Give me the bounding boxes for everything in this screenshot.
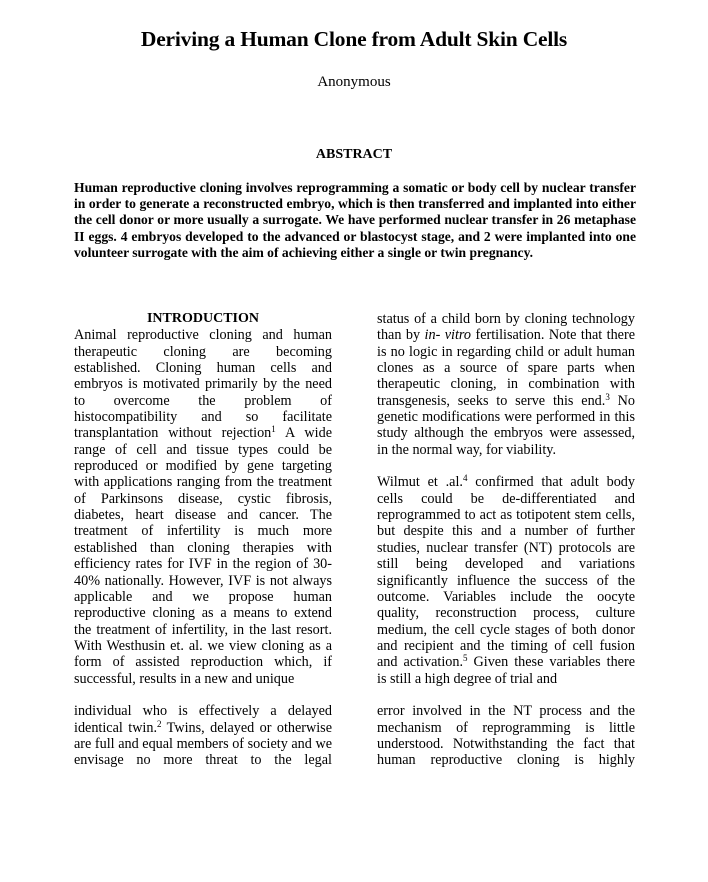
paragraph-gap	[377, 687, 635, 703]
reference-2: 2	[157, 718, 162, 729]
reference-5: 5	[463, 653, 468, 664]
abstract-text: Human reproductive cloning involves reprogramming a somatic or body cell by nuclear transfer in order to generate a reconstructed embryo, which is then transferred and implanted into either the cell donor or more usually a surrogate. We have performed nuclear transfer in 26 metaphase II eggs. 4 embryos developed to the advanced or blastocyst stage, and 2 were implanted into one volunteer surrogate with the aim of achieving either a single or twin pregnancy.	[74, 180, 636, 260]
right-paragraph-1	[377, 311, 635, 458]
right-p2-text-b: confirmed that adult body cells could be de-differentiated and reprogrammed to act as totipotent stem cells, but despite this and a number of further studies, nuclear transfer (NT) protocols are still being developed and variations significantly influence the success of the outcome. Variables include the oocyte quality, reconstruction process, culture medium, the cell cycle stages of both donor and recipient and the timing of cell fusion and activation.	[377, 474, 635, 671]
right-p1-text-a: status of a child born by cloning technology than by	[377, 311, 635, 344]
introduction-heading: INTRODUCTION	[146, 311, 259, 326]
left-paragraph-2	[74, 703, 332, 768]
left-column	[74, 311, 332, 769]
reference-3: 3	[605, 391, 610, 402]
reference-1: 1	[271, 424, 276, 435]
abstract-heading: ABSTRACT	[315, 147, 393, 162]
paper-author: Anonymous	[317, 74, 391, 90]
right-paragraph-2	[377, 474, 635, 686]
left-p2-text-b: Twins, delayed or otherwise are full and equal members of society and we envisage no more threat to the legal	[74, 719, 333, 769]
left-p2-text-a: individual who is effectively a delayed identical twin.	[74, 703, 332, 736]
right-column	[377, 311, 635, 769]
right-paragraph-3: error involved in the NT process and the mechanism of reprogramming is little understood. Notwithstanding the fact that human reproductive cloning is highly	[377, 703, 635, 769]
right-p2-text-a: Wilmut et .al.	[377, 474, 463, 491]
left-p1-text-a: Animal reproductive cloning and human therapeutic cloning are becoming established. Cloning human cells and embryos is motivated primarily by the need to overcome the problem of histocompatibility and so facilitate transplantation without rejection	[74, 327, 332, 442]
paper-title: Deriving a Human Clone from Adult Skin Cells	[140, 27, 568, 51]
left-paragraph-1	[74, 327, 332, 687]
paragraph-gap	[377, 458, 635, 474]
right-p2-text-c: Given these variables there is still a high degree of trial and	[377, 654, 635, 687]
right-p1-text-c: No genetic modifications were performed in this study although the embryos were assessed, in the normal way, for viability.	[377, 392, 636, 458]
paragraph-gap	[74, 687, 332, 703]
left-p1-text-b: A wide range of cell and tissue types could be reproduced or modified by gene targeting with applications ranging from the treatment of Parkinsons disease, cystic fibrosis, diabetes, heart disease and cancer. The treatment of infertility is much more established than cloning therapies with efficiency rates for IVF in the region of 30-40% nationally. However, IVF is not always applicable and we propose human reproductive cloning as a means to extend the treatment of infertility, in the last resort. With Westhusin et. al. we view cloning as a form of assisted reproduction which, if successful, results in a new and unique	[74, 425, 332, 687]
reference-4: 4	[462, 473, 468, 484]
right-p1-italic: in- vitro	[424, 327, 472, 344]
right-p1-text-b: fertilisation. Note that there is no logic in regarding child or adult human clones as a source of spare parts when therapeutic cloning, in combination with transgenesis, seeks to serve this end.	[377, 327, 635, 409]
